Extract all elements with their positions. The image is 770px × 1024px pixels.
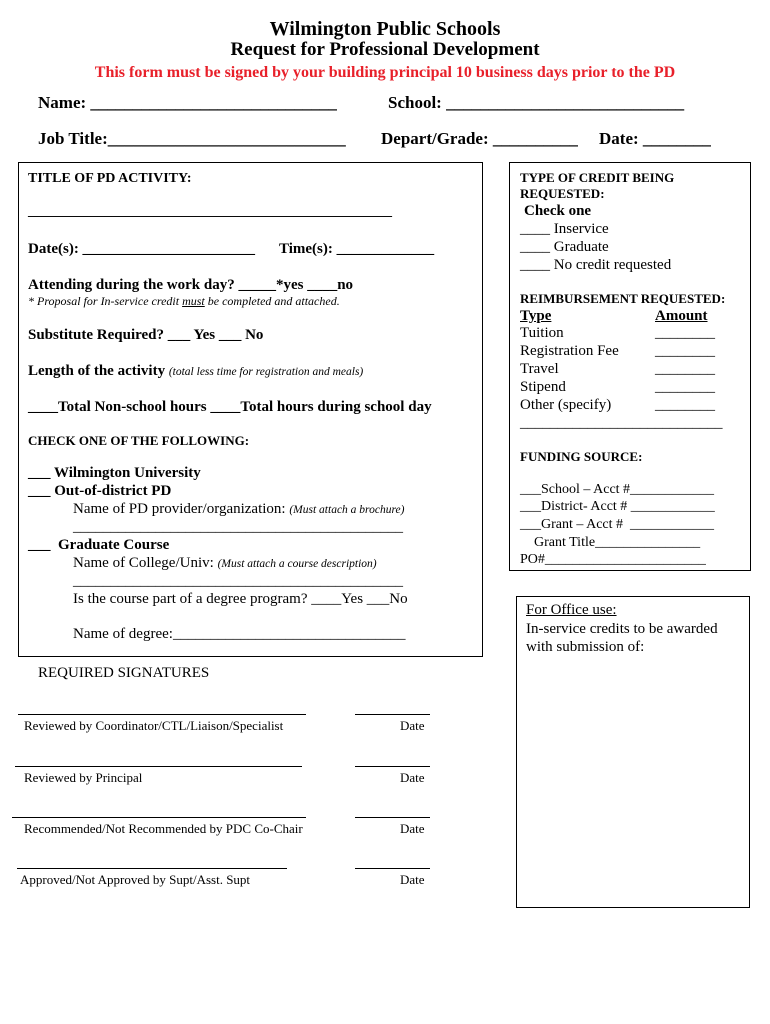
date-line-principal[interactable] (355, 766, 430, 767)
date-label: Date (400, 872, 425, 887)
credit-type-heading: TYPE OF CREDIT BEING REQUESTED: (520, 170, 675, 201)
option-graduate-course[interactable]: ___ Graduate Course (28, 537, 170, 553)
date-line-supt[interactable] (355, 868, 430, 869)
deadline-notice: This form must be signed by your building principal 10 business days prior to the PD (94, 64, 676, 81)
form-title: Request for Professional Development (230, 39, 540, 60)
org-name: Wilmington Public Schools (269, 18, 501, 40)
funding-grant-title[interactable]: Grant Title_______________ (520, 535, 701, 550)
reimb-amount[interactable]: ________ (655, 379, 715, 395)
substitute-question[interactable]: Substitute Required? ___ Yes ___ No (28, 327, 264, 343)
signature-label-principal: Reviewed by Principal (24, 770, 143, 785)
credit-option-inservice[interactable]: ____ Inservice (520, 221, 609, 237)
reimb-amount[interactable]: ________ (655, 325, 715, 341)
signature-line-pdc[interactable] (12, 817, 306, 818)
reimb-type: Travel (520, 361, 559, 377)
option-wilmington-university[interactable]: ___ Wilmington University (28, 465, 201, 481)
school-field[interactable]: School: ____________________________ (388, 93, 685, 112)
attending-question[interactable]: Attending during the work day? _____*yes ____no (28, 277, 354, 293)
funding-school[interactable]: ___School – Acct #____________ (520, 482, 715, 497)
signature-line-principal[interactable] (15, 766, 302, 767)
reimb-col-amount: Amount (655, 308, 708, 324)
degree-name-field[interactable]: Name of degree:_______________________________ (73, 626, 406, 642)
check-one-heading: CHECK ONE OF THE FOLLOWING: (28, 433, 250, 448)
job-title-field[interactable]: Job Title:____________________________ (38, 129, 346, 148)
length-field: Length of the activity (total less time for registration and meals) (28, 363, 364, 379)
date-field[interactable]: Date: ________ (599, 129, 711, 148)
college-field: Name of College/Univ: (Must attach a course description) (73, 555, 377, 571)
date-line-coordinator[interactable] (355, 714, 430, 715)
funding-heading: FUNDING SOURCE: (520, 449, 643, 464)
reimb-col-type: Type (520, 308, 552, 324)
office-use-text: In-service credits to be awarded with submission of: (526, 621, 718, 655)
title-pd-label: TITLE OF PD ACTIVITY: (28, 171, 192, 186)
date-label: Date (400, 770, 425, 785)
signature-line-coordinator[interactable] (18, 714, 306, 715)
dates-field[interactable]: Date(s): _______________________ (28, 241, 256, 257)
required-signatures-heading: REQUIRED SIGNATURES (38, 665, 210, 681)
funding-po[interactable]: PO#_______________________ (520, 552, 706, 567)
office-use-label: For Office use: (526, 602, 617, 618)
credit-check-one: Check one (524, 203, 592, 219)
provider-line[interactable]: ____________________________________________ (73, 519, 403, 535)
signature-label-supt: Approved/Not Approved by Supt/Asst. Supt (20, 872, 251, 887)
funding-grant[interactable]: ___Grant – Acct # ____________ (520, 517, 715, 532)
degree-question[interactable]: Is the course part of a degree program? ____Yes ___No (73, 591, 408, 607)
signature-label-coordinator: Reviewed by Coordinator/CTL/Liaison/Specialist (24, 718, 284, 733)
reimb-amount[interactable]: ________ (655, 343, 715, 359)
times-field[interactable]: Time(s): _____________ (279, 241, 435, 257)
hours-field[interactable]: ____Total Non-school hours ____Total hours during school day (28, 399, 432, 415)
date-label: Date (400, 821, 425, 836)
reimb-type: Tuition (520, 325, 564, 341)
title-pd-line[interactable]: ____________________________________________________ (28, 204, 392, 219)
reimb-type: Other (specify) (520, 397, 612, 413)
signature-line-supt[interactable] (17, 868, 287, 869)
reimb-amount[interactable]: ________ (655, 361, 715, 377)
credit-option-graduate[interactable]: ____ Graduate (520, 239, 609, 255)
provider-field: Name of PD provider/organization: (Must attach a brochure) (73, 501, 405, 517)
name-field[interactable]: Name: _____________________________ (38, 93, 337, 112)
reimb-amount[interactable]: ________ (655, 397, 715, 413)
reimb-type: Stipend (520, 379, 566, 395)
proposal-note: * Proposal for In-service credit must be completed and attached. (28, 294, 340, 308)
college-line[interactable]: ____________________________________________ (73, 573, 403, 589)
reimbursement-heading: REIMBURSEMENT REQUESTED: (520, 291, 726, 306)
funding-district[interactable]: ___District- Acct # ____________ (520, 499, 715, 514)
depart-grade-field[interactable]: Depart/Grade: __________ (381, 129, 578, 148)
date-line-pdc[interactable] (355, 817, 430, 818)
credit-option-none[interactable]: ____ No credit requested (520, 257, 672, 273)
option-out-of-district[interactable]: ___ Out-of-district PD (28, 483, 172, 499)
reimb-other-line[interactable]: ___________________________ (520, 415, 723, 431)
reimb-type: Registration Fee (520, 343, 619, 359)
signature-label-pdc: Recommended/Not Recommended by PDC Co-Chair (24, 821, 303, 836)
date-label: Date (400, 718, 425, 733)
